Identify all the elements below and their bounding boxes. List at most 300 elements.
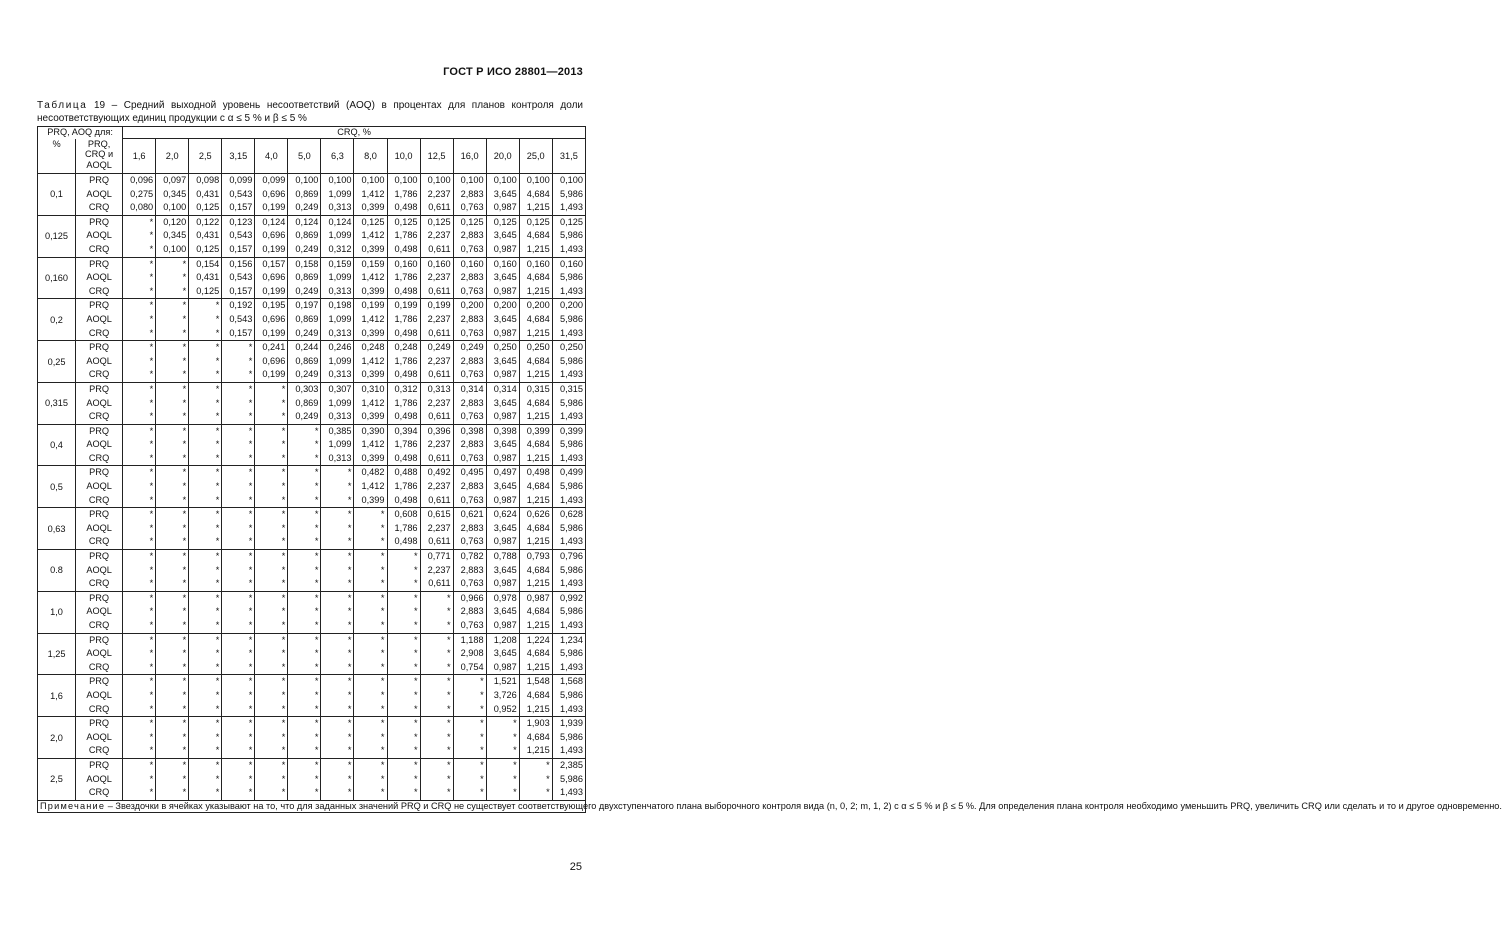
prq-value: 0.8 bbox=[38, 550, 76, 592]
cell-value: * bbox=[513, 759, 517, 770]
table-cell bbox=[387, 382, 420, 424]
table-row-group bbox=[38, 633, 586, 675]
cell-value: * bbox=[248, 481, 253, 492]
cell-value: 0,987 bbox=[493, 327, 517, 338]
cell-value: * bbox=[447, 759, 451, 770]
cell-value: * bbox=[546, 773, 550, 784]
cell-value: * bbox=[149, 230, 154, 241]
row-type-labels bbox=[76, 717, 123, 759]
cell-value: 0,499 bbox=[560, 467, 583, 478]
table-cell bbox=[156, 508, 189, 550]
table-row-group bbox=[38, 382, 586, 424]
table-cell bbox=[420, 424, 453, 466]
cell-value: * bbox=[149, 718, 154, 729]
table-cell bbox=[387, 550, 420, 592]
row-type-label: PRQ bbox=[89, 383, 110, 394]
table-cell bbox=[486, 675, 519, 717]
cell-value: 0,987 bbox=[526, 592, 550, 603]
table-cell bbox=[387, 758, 420, 800]
row-type-label: PRQ bbox=[89, 551, 110, 562]
table-row-group bbox=[38, 717, 586, 759]
cell-value: * bbox=[281, 731, 286, 742]
table-cell bbox=[552, 591, 585, 633]
cell-value: 1,493 bbox=[560, 494, 583, 505]
cell-value: * bbox=[215, 578, 220, 589]
table-cell bbox=[552, 550, 585, 592]
cell-value: * bbox=[215, 731, 220, 742]
cell-value: 0,399 bbox=[361, 243, 385, 254]
table-cell bbox=[552, 424, 585, 466]
cell-value: 0,763 bbox=[460, 536, 484, 547]
cell-value: * bbox=[149, 745, 154, 756]
table-row-group bbox=[38, 675, 586, 717]
row-type-label: AOQL bbox=[86, 313, 112, 324]
cell-value: 0,307 bbox=[328, 383, 352, 394]
table-cell bbox=[420, 257, 453, 299]
cell-value: 0,100 bbox=[427, 175, 451, 185]
cell-value: 0,100 bbox=[560, 175, 583, 185]
cell-value: * bbox=[347, 648, 352, 659]
cell-value: 1,412 bbox=[361, 397, 385, 408]
cell-value: * bbox=[413, 787, 418, 798]
cell-value: * bbox=[215, 689, 220, 700]
cell-value: 1,412 bbox=[361, 230, 385, 241]
caption-label: Таблица bbox=[37, 100, 88, 111]
cell-value: * bbox=[182, 578, 187, 589]
cell-value: * bbox=[149, 439, 154, 450]
cell-value: 0,611 bbox=[428, 411, 451, 422]
cell-value: * bbox=[447, 676, 451, 687]
table-cell bbox=[519, 591, 552, 633]
cell-value: 2,237 bbox=[427, 272, 451, 283]
table-cell bbox=[420, 717, 453, 759]
table-cell bbox=[255, 591, 288, 633]
cell-value: 0,482 bbox=[361, 467, 385, 478]
cell-value: 4,684 bbox=[526, 230, 550, 241]
table-cell bbox=[420, 758, 453, 800]
cell-value: 1,786 bbox=[394, 439, 418, 450]
table-cell bbox=[255, 257, 288, 299]
cell-value: 4,684 bbox=[526, 188, 550, 199]
cell-value: 0,399 bbox=[361, 452, 385, 463]
cell-value: 5,986 bbox=[560, 481, 583, 492]
table-cell bbox=[420, 299, 453, 341]
cell-value: 0,763 bbox=[460, 411, 484, 422]
table-cell bbox=[288, 466, 321, 508]
cell-value: 2,237 bbox=[427, 188, 451, 199]
table-cell bbox=[552, 174, 585, 216]
row-type-label: CRQ bbox=[88, 661, 110, 672]
table-cell bbox=[453, 675, 486, 717]
cell-value: * bbox=[149, 216, 154, 227]
cell-value: 1,493 bbox=[560, 536, 583, 547]
cell-value: * bbox=[182, 718, 187, 729]
cell-value: 1,099 bbox=[328, 313, 352, 324]
cell-value: * bbox=[149, 703, 154, 714]
cell-value: * bbox=[182, 661, 187, 672]
crq-column-header: 4,0 bbox=[255, 139, 288, 174]
table-cell bbox=[420, 341, 453, 383]
cell-value: 0,312 bbox=[394, 383, 418, 394]
cell-value: 5,986 bbox=[560, 564, 583, 575]
cell-value: 4,684 bbox=[526, 606, 550, 617]
cell-value: 1,786 bbox=[394, 397, 418, 408]
table-cell bbox=[255, 424, 288, 466]
table-cell bbox=[387, 341, 420, 383]
cell-value: * bbox=[413, 759, 418, 770]
cell-value: 4,684 bbox=[526, 439, 550, 450]
table-cell bbox=[486, 341, 519, 383]
cell-value: 0,626 bbox=[526, 509, 550, 520]
row-type-labels bbox=[76, 174, 123, 216]
crq-column-header: 12,5 bbox=[420, 139, 453, 174]
cell-value: 0,125 bbox=[196, 243, 220, 254]
cell-value: * bbox=[447, 661, 451, 672]
cell-value: * bbox=[182, 634, 187, 645]
cell-value: 2,237 bbox=[427, 355, 451, 366]
cell-value: 0,124 bbox=[295, 216, 319, 227]
table-cell bbox=[453, 550, 486, 592]
cell-value: 0,399 bbox=[361, 202, 385, 213]
cell-value: * bbox=[182, 425, 187, 436]
row-type-label: AOQL bbox=[86, 355, 112, 366]
cell-value: 1,493 bbox=[560, 411, 583, 422]
table-cell bbox=[189, 424, 222, 466]
table-cell bbox=[189, 215, 222, 257]
table-cell bbox=[222, 299, 255, 341]
table-cell bbox=[255, 675, 288, 717]
cell-value: * bbox=[248, 439, 253, 450]
cell-value: * bbox=[314, 703, 319, 714]
table-cell bbox=[486, 299, 519, 341]
row-type-labels bbox=[76, 382, 123, 424]
table-cell bbox=[453, 508, 486, 550]
cell-value: * bbox=[447, 703, 451, 714]
table-cell bbox=[552, 257, 585, 299]
table-cell bbox=[288, 299, 321, 341]
cell-value: 2,883 bbox=[460, 230, 484, 241]
cell-value: * bbox=[248, 620, 253, 630]
table-cell bbox=[255, 717, 288, 759]
cell-value: 1,099 bbox=[328, 439, 352, 450]
cell-value: * bbox=[248, 759, 253, 770]
row-type-labels bbox=[76, 633, 123, 675]
cell-value: 1,786 bbox=[394, 481, 418, 492]
cell-value: * bbox=[347, 551, 352, 562]
cell-value: * bbox=[149, 300, 154, 311]
table-cell bbox=[189, 717, 222, 759]
table-cell bbox=[123, 758, 156, 800]
table-cell bbox=[552, 717, 585, 759]
table-cell bbox=[354, 215, 387, 257]
cell-value: * bbox=[182, 509, 187, 520]
cell-value: 0,315 bbox=[526, 383, 550, 394]
cell-value: * bbox=[248, 703, 253, 714]
cell-value: 1,412 bbox=[361, 188, 385, 199]
cell-value: 0,696 bbox=[262, 230, 286, 241]
cell-value: 3,645 bbox=[493, 230, 517, 241]
row-type-label: AOQL bbox=[86, 188, 112, 199]
cell-value: 5,986 bbox=[560, 731, 583, 742]
cell-value: * bbox=[149, 551, 154, 562]
table-cell bbox=[519, 341, 552, 383]
cell-value: * bbox=[380, 578, 385, 589]
cell-value: 0,313 bbox=[328, 369, 352, 380]
table-cell bbox=[387, 675, 420, 717]
cell-value: 5,986 bbox=[560, 439, 583, 450]
cell-value: * bbox=[380, 703, 385, 714]
cell-value: * bbox=[347, 703, 352, 714]
table-cell bbox=[354, 257, 387, 299]
table-cell bbox=[453, 466, 486, 508]
cell-value: * bbox=[281, 718, 286, 729]
table-cell bbox=[288, 758, 321, 800]
cell-value: 1,493 bbox=[560, 620, 583, 630]
table-cell bbox=[519, 174, 552, 216]
table-cell bbox=[189, 758, 222, 800]
cell-value: * bbox=[149, 773, 154, 784]
cell-value: 0,611 bbox=[428, 578, 451, 589]
cell-value: 0,431 bbox=[196, 230, 220, 241]
cell-value: 0,160 bbox=[460, 258, 484, 269]
cell-value: 1,786 bbox=[394, 313, 418, 324]
cell-value: * bbox=[215, 355, 220, 366]
cell-value: * bbox=[248, 676, 253, 687]
cell-value: 1,215 bbox=[526, 536, 550, 547]
cell-value: 0,543 bbox=[229, 313, 253, 324]
row-type-label: PRQ bbox=[89, 175, 110, 185]
crq-column-header: 8,0 bbox=[354, 139, 387, 174]
cell-value: * bbox=[149, 731, 154, 742]
cell-value: 0,987 bbox=[493, 452, 517, 463]
cell-value: 0,249 bbox=[295, 369, 319, 380]
cell-value: * bbox=[215, 592, 220, 603]
table-cell bbox=[321, 299, 354, 341]
table-cell bbox=[453, 591, 486, 633]
crq-column-header: 20,0 bbox=[486, 139, 519, 174]
table-cell bbox=[453, 299, 486, 341]
cell-value: * bbox=[314, 467, 319, 478]
cell-value: 0,399 bbox=[361, 369, 385, 380]
row-type-label: PRQ bbox=[89, 634, 110, 645]
cell-value: * bbox=[447, 606, 451, 617]
table-cell bbox=[288, 174, 321, 216]
table-cell bbox=[453, 758, 486, 800]
table-cell bbox=[354, 633, 387, 675]
cell-value: * bbox=[314, 787, 319, 798]
cell-value: 5,986 bbox=[560, 397, 583, 408]
cell-value: * bbox=[314, 773, 319, 784]
table-cell bbox=[486, 382, 519, 424]
table-cell bbox=[387, 717, 420, 759]
prq-value: 0,5 bbox=[38, 466, 76, 508]
cell-value: 1,786 bbox=[394, 272, 418, 283]
cell-value: 0,497 bbox=[493, 467, 517, 478]
cell-value: 3,645 bbox=[493, 397, 517, 408]
table-row-group bbox=[38, 758, 586, 800]
row-type-label: CRQ bbox=[88, 285, 110, 296]
cell-value: 4,684 bbox=[526, 355, 550, 366]
cell-value: 0,987 bbox=[493, 578, 517, 589]
table-cell bbox=[321, 341, 354, 383]
cell-value: * bbox=[447, 787, 451, 798]
cell-value: * bbox=[248, 383, 253, 394]
table-cell bbox=[453, 257, 486, 299]
cell-value: 1,521 bbox=[493, 676, 517, 687]
cell-value: * bbox=[413, 745, 418, 756]
table-cell bbox=[156, 341, 189, 383]
cell-value: 1,224 bbox=[526, 634, 550, 645]
cell-value: 1,208 bbox=[493, 634, 517, 645]
table-cell bbox=[486, 508, 519, 550]
cell-value: 0,771 bbox=[427, 551, 451, 562]
cell-value: * bbox=[248, 551, 253, 562]
table-cell bbox=[552, 299, 585, 341]
table-cell bbox=[156, 215, 189, 257]
cell-value: * bbox=[215, 773, 220, 784]
row-type-labels bbox=[76, 466, 123, 508]
cell-value: 2,237 bbox=[427, 313, 451, 324]
cell-value: 1,215 bbox=[526, 285, 550, 296]
cell-value: 0,398 bbox=[460, 425, 484, 436]
cell-value: * bbox=[182, 759, 187, 770]
standard-header: ГОСТ Р ИСО 28801—2013 bbox=[443, 66, 583, 78]
table-cell bbox=[321, 591, 354, 633]
cell-value: 0,498 bbox=[394, 494, 418, 505]
cell-value: * bbox=[248, 452, 253, 463]
cell-value: 0,987 bbox=[493, 285, 517, 296]
cell-value: * bbox=[380, 634, 385, 645]
cell-value: * bbox=[248, 425, 253, 436]
cell-value: 0,125 bbox=[493, 216, 517, 227]
crq-column-header: 1,6 bbox=[123, 139, 156, 174]
cell-value: 1,215 bbox=[526, 202, 550, 213]
cell-value: 1,215 bbox=[526, 494, 550, 505]
cell-value: * bbox=[546, 787, 550, 798]
cell-value: * bbox=[248, 773, 253, 784]
cell-value: * bbox=[149, 285, 154, 296]
table-cell bbox=[222, 424, 255, 466]
cell-value: * bbox=[149, 452, 154, 463]
cell-value: 0,869 bbox=[295, 313, 319, 324]
cell-value: * bbox=[281, 509, 286, 520]
cell-value: 3,645 bbox=[493, 313, 517, 324]
table-cell bbox=[156, 424, 189, 466]
table-cell bbox=[519, 257, 552, 299]
cell-value: 0,763 bbox=[460, 452, 484, 463]
table-cell bbox=[222, 550, 255, 592]
cell-value: * bbox=[248, 494, 253, 505]
cell-value: * bbox=[182, 745, 187, 756]
cell-value: 3,645 bbox=[493, 272, 517, 283]
cell-value: * bbox=[182, 439, 187, 450]
table-cell bbox=[288, 257, 321, 299]
table-cell bbox=[288, 717, 321, 759]
cell-value: 0,498 bbox=[394, 285, 418, 296]
cell-value: * bbox=[248, 634, 253, 645]
table-cell bbox=[552, 508, 585, 550]
cell-value: * bbox=[347, 718, 352, 729]
table-cell bbox=[387, 424, 420, 466]
crq-column-header: 2,5 bbox=[189, 139, 222, 174]
row-type-label: AOQL bbox=[86, 606, 112, 617]
cell-value: 0,160 bbox=[394, 258, 418, 269]
table-cell bbox=[420, 550, 453, 592]
cell-value: 0,498 bbox=[394, 369, 418, 380]
cell-value: * bbox=[182, 355, 187, 366]
table-cell bbox=[453, 215, 486, 257]
table-cell bbox=[156, 550, 189, 592]
row-type-label: AOQL bbox=[86, 773, 112, 784]
cell-value: 1,215 bbox=[526, 369, 550, 380]
cell-value: * bbox=[182, 494, 187, 505]
row-type-labels bbox=[76, 215, 123, 257]
cell-value: * bbox=[447, 745, 451, 756]
cell-value: 0,628 bbox=[560, 509, 583, 520]
table-row-group bbox=[38, 341, 586, 383]
cell-value: * bbox=[447, 689, 451, 700]
cell-value: * bbox=[182, 606, 187, 617]
cell-value: * bbox=[182, 787, 187, 798]
cell-value: 2,883 bbox=[460, 272, 484, 283]
cell-value: 1,412 bbox=[361, 481, 385, 492]
cell-value: * bbox=[182, 397, 187, 408]
cell-value: * bbox=[281, 703, 286, 714]
row-type-label: CRQ bbox=[88, 452, 110, 463]
cell-value: * bbox=[149, 425, 154, 436]
cell-value: * bbox=[314, 661, 319, 672]
cell-value: * bbox=[281, 439, 286, 450]
table-cell bbox=[255, 633, 288, 675]
cell-value: * bbox=[182, 467, 187, 478]
prq-value: 0,25 bbox=[38, 341, 76, 383]
cell-value: 0,160 bbox=[526, 258, 550, 269]
cell-value: 0,611 bbox=[428, 327, 451, 338]
table-cell bbox=[519, 550, 552, 592]
cell-value: 0,543 bbox=[229, 230, 253, 241]
table-cell bbox=[486, 466, 519, 508]
cell-value: 1,215 bbox=[526, 620, 550, 630]
row-type-labels bbox=[76, 508, 123, 550]
table-cell bbox=[255, 215, 288, 257]
cell-value: * bbox=[248, 648, 253, 659]
cell-value: * bbox=[380, 509, 385, 520]
table-row-group bbox=[38, 466, 586, 508]
cell-value: 0,199 bbox=[361, 300, 385, 311]
prq-value: 1,25 bbox=[38, 633, 76, 675]
cell-value: 1,493 bbox=[560, 369, 583, 380]
cell-value: 0,249 bbox=[295, 285, 319, 296]
row-type-label: CRQ bbox=[88, 494, 110, 505]
cell-value: 0,611 bbox=[428, 202, 451, 213]
prq-value: 0,315 bbox=[38, 382, 76, 424]
cell-value: * bbox=[215, 425, 220, 436]
cell-value: 0,250 bbox=[560, 342, 583, 353]
cell-value: 0,399 bbox=[526, 425, 550, 436]
table-cell bbox=[519, 675, 552, 717]
cell-value: * bbox=[347, 481, 352, 492]
cell-value: * bbox=[215, 494, 220, 505]
cell-value: * bbox=[281, 745, 286, 756]
table-cell bbox=[288, 424, 321, 466]
table-cell bbox=[189, 633, 222, 675]
cell-value: 0,488 bbox=[394, 467, 418, 478]
table-cell bbox=[420, 675, 453, 717]
cell-value: * bbox=[248, 536, 253, 547]
cell-value: 0,390 bbox=[361, 425, 385, 436]
cell-value: * bbox=[215, 439, 220, 450]
cell-value: 2,237 bbox=[427, 564, 451, 575]
